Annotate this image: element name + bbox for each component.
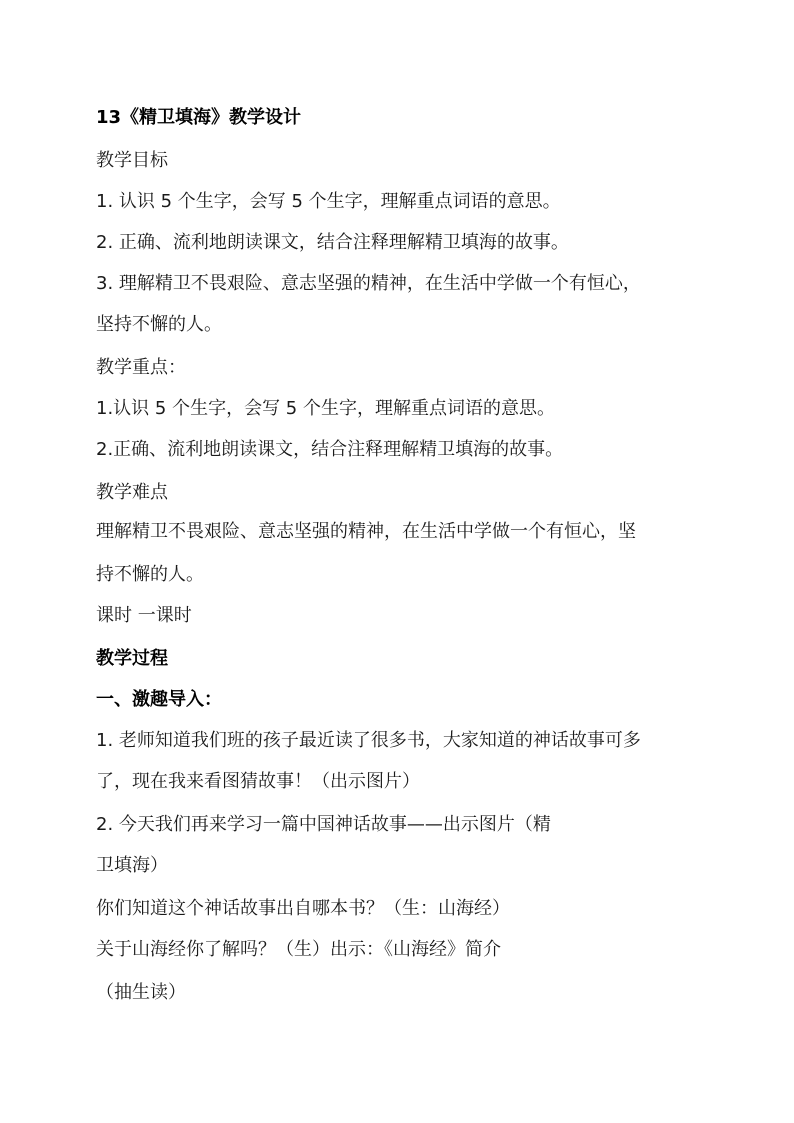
note-reading: （抽生读） [96, 982, 186, 1003]
question-2: 关于山海经你了解吗？（生）出示：《山海经》简介 [96, 939, 501, 960]
objective-3-line-1: 3. 理解精卫不畏艰险、意志坚强的精神，在生活中学做一个有恒心， [96, 273, 641, 294]
objective-1: 1. 认识 5 个生字，会写 5 个生字，理解重点词语的意思。 [96, 191, 561, 212]
heading-key-points: 教学重点： [96, 357, 186, 378]
step-1-item-2-line-1: 2. 今天我们再来学习一篇中国神话故事——出示图片（精 [96, 814, 551, 835]
class-hours: 课时 一课时 [96, 605, 192, 626]
difficulty-line-1: 理解精卫不畏艰险、意志坚强的精神，在生活中学做一个有恒心，坚 [96, 521, 636, 542]
step-1-item-1-line-1: 1. 老师知道我们班的孩子最近读了很多书，大家知道的神话故事可多 [96, 730, 641, 751]
heading-objectives: 教学目标 [96, 150, 168, 171]
objective-2: 2. 正确、流利地朗读课文，结合注释理解精卫填海的故事。 [96, 232, 569, 253]
question-1: 你们知道这个神话故事出自哪本书？（生：山海经） [96, 898, 510, 919]
key-point-2: 2.正确、流利地朗读课文，结合注释理解精卫填海的故事。 [96, 439, 564, 460]
heading-difficulties: 教学难点 [96, 482, 168, 503]
step-1-item-1-line-2: 了，现在我来看图猜故事！（出示图片） [96, 771, 420, 792]
step-1-item-2-line-2: 卫填海） [96, 855, 168, 876]
document-title: 13《精卫填海》教学设计 [96, 107, 302, 128]
objective-3-line-2: 坚持不懈的人。 [96, 314, 222, 335]
key-point-1: 1.认识 5 个生字，会写 5 个生字，理解重点词语的意思。 [96, 398, 555, 419]
difficulty-line-2: 持不懈的人。 [96, 564, 204, 585]
heading-process: 教学过程 [96, 648, 168, 669]
step-1-heading: 一、激趣导入： [96, 689, 222, 710]
